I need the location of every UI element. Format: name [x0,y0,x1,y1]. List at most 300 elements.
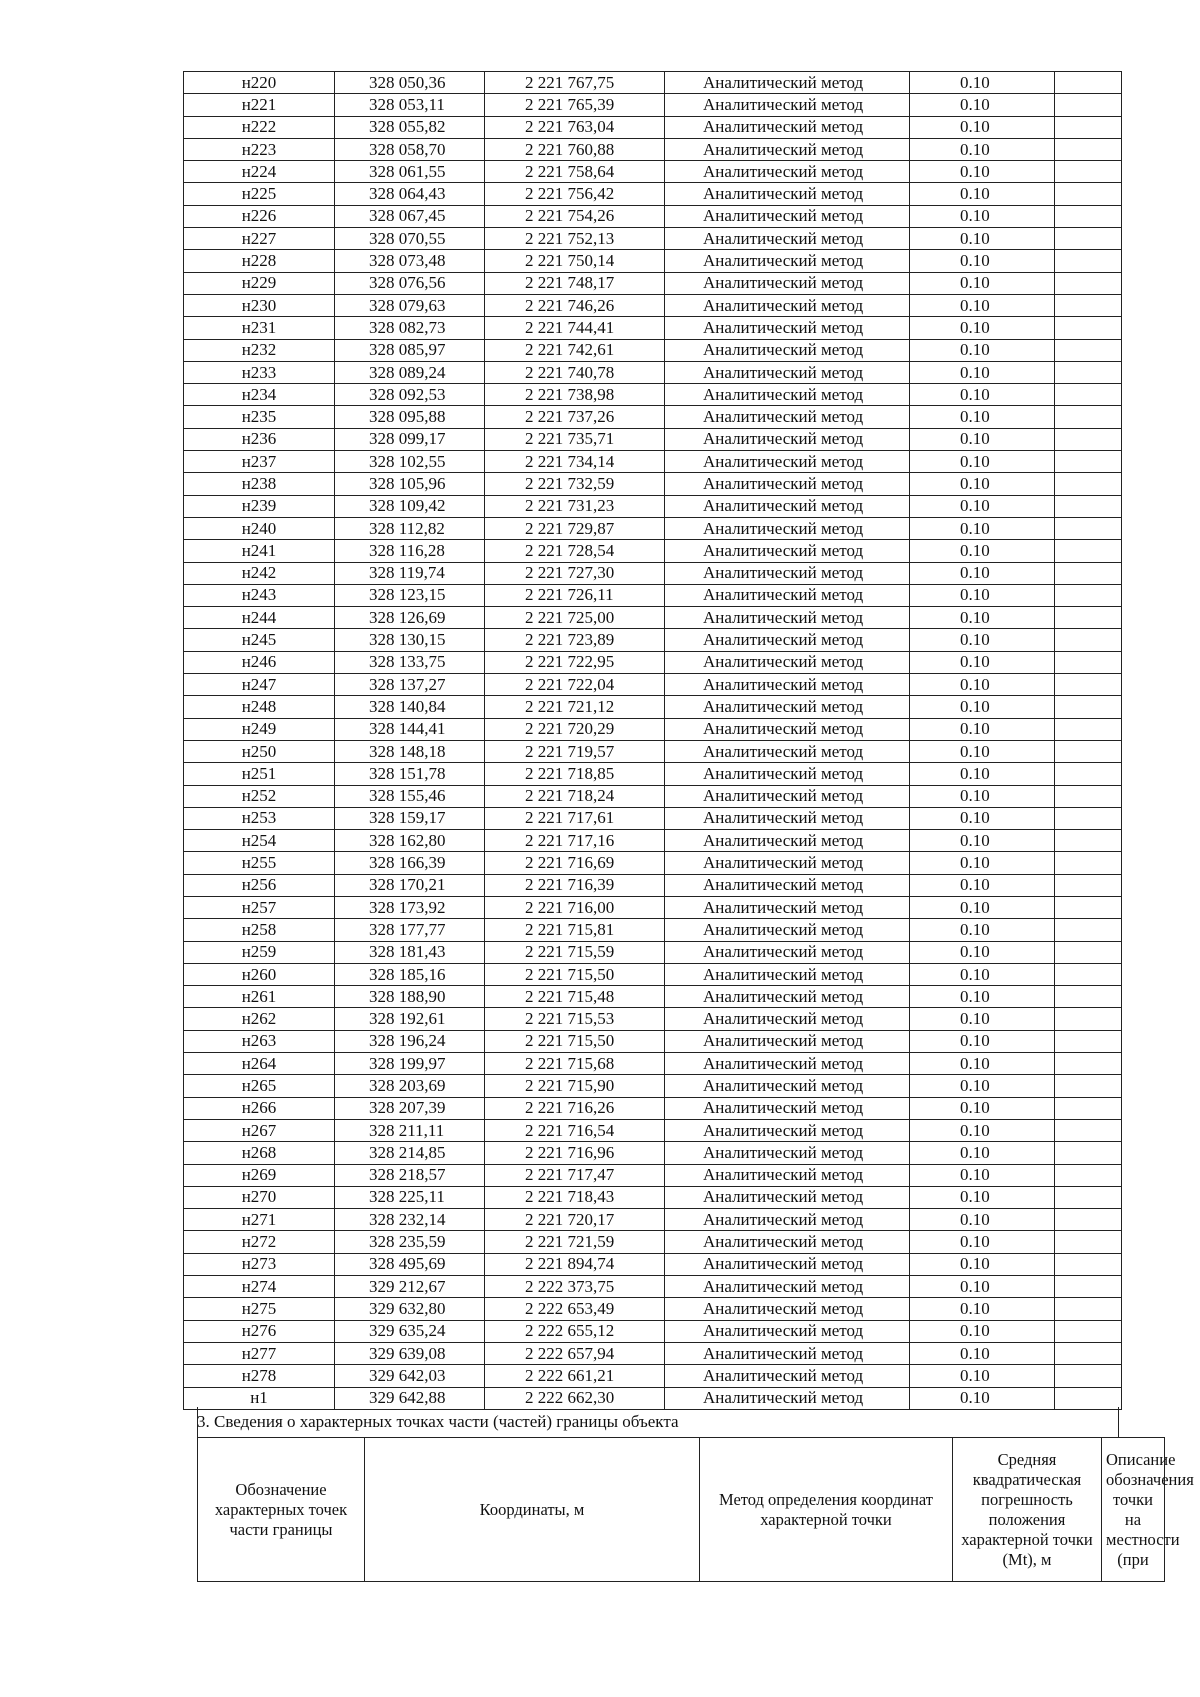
error-cell: 0.10 [910,205,1055,227]
method-cell: Аналитический метод [665,896,910,918]
error-cell: 0.10 [910,674,1055,696]
method-cell: Аналитический метод [665,852,910,874]
point-name-cell: н266 [184,1097,335,1119]
description-cell [1055,896,1122,918]
coord-x-cell: 328 112,82 [335,517,485,539]
point-name-cell: н253 [184,807,335,829]
coord-y-cell: 2 221 740,78 [485,361,665,383]
coord-x-cell: 328 095,88 [335,406,485,428]
description-cell [1055,1276,1122,1298]
point-name-cell: н248 [184,696,335,718]
point-name-cell: н249 [184,718,335,740]
description-cell [1055,205,1122,227]
method-cell: Аналитический метод [665,830,910,852]
point-name-cell: н239 [184,495,335,517]
point-name-cell: н275 [184,1298,335,1320]
error-cell: 0.10 [910,1075,1055,1097]
method-cell: Аналитический метод [665,517,910,539]
coord-y-cell: 2 221 737,26 [485,406,665,428]
error-cell: 0.10 [910,740,1055,762]
table-row [184,1209,1122,1231]
coord-x-cell: 328 126,69 [335,607,485,629]
table-row [184,763,1122,785]
coord-y-cell: 2 221 721,12 [485,696,665,718]
coord-x-cell: 328 119,74 [335,562,485,584]
point-name-cell: н255 [184,852,335,874]
coord-x-cell: 328 133,75 [335,651,485,673]
coord-y-cell: 2 221 726,11 [485,584,665,606]
error-cell: 0.10 [910,584,1055,606]
description-cell [1055,830,1122,852]
point-name-cell: н229 [184,272,335,294]
description-cell [1055,161,1122,183]
description-cell [1055,473,1122,495]
error-cell: 0.10 [910,384,1055,406]
error-cell: 0.10 [910,517,1055,539]
table-row [184,228,1122,250]
method-cell: Аналитический метод [665,1253,910,1275]
error-cell: 0.10 [910,963,1055,985]
table-row [184,785,1122,807]
coord-y-cell: 2 221 758,64 [485,161,665,183]
method-cell: Аналитический метод [665,785,910,807]
point-name-cell: н254 [184,830,335,852]
description-cell [1055,272,1122,294]
table-row [184,451,1122,473]
table-row [184,1142,1122,1164]
coord-x-cell: 328 099,17 [335,428,485,450]
coord-x-cell: 328 159,17 [335,807,485,829]
method-cell: Аналитический метод [665,1387,910,1409]
coord-x-cell: 328 070,55 [335,228,485,250]
error-cell: 0.10 [910,1253,1055,1275]
coord-x-cell: 328 232,14 [335,1209,485,1231]
description-cell [1055,250,1122,272]
method-cell: Аналитический метод [665,1298,910,1320]
description-cell [1055,1075,1122,1097]
coord-x-cell: 329 212,67 [335,1276,485,1298]
section-3-title: 3. Сведения о характерных точках части (частей) границы объекта [197,1412,679,1431]
point-name-cell: н236 [184,428,335,450]
method-cell: Аналитический метод [665,1075,910,1097]
coord-x-cell: 328 123,15 [335,584,485,606]
table-row [184,1008,1122,1030]
table-row [184,138,1122,160]
coord-x-cell: 328 102,55 [335,451,485,473]
coord-x-cell: 328 050,36 [335,72,485,94]
table-row [184,852,1122,874]
description-cell [1055,317,1122,339]
coord-x-cell: 328 185,16 [335,963,485,985]
error-cell: 0.10 [910,1298,1055,1320]
method-cell: Аналитический метод [665,651,910,673]
coord-y-cell: 2 221 716,69 [485,852,665,874]
description-cell [1055,183,1122,205]
table-row [184,1231,1122,1253]
coord-x-cell: 328 130,15 [335,629,485,651]
description-cell [1055,763,1122,785]
error-cell: 0.10 [910,540,1055,562]
coord-y-cell: 2 221 718,24 [485,785,665,807]
table-row [184,919,1122,941]
method-cell: Аналитический метод [665,1320,910,1342]
description-cell [1055,607,1122,629]
table-row [184,963,1122,985]
method-cell: Аналитический метод [665,72,910,94]
description-cell [1055,428,1122,450]
coord-y-cell: 2 221 722,04 [485,674,665,696]
description-cell [1055,674,1122,696]
coord-x-cell: 329 632,80 [335,1298,485,1320]
point-name-cell: н228 [184,250,335,272]
table-row [184,183,1122,205]
description-cell [1055,1053,1122,1075]
coord-y-cell: 2 221 725,00 [485,607,665,629]
error-cell: 0.10 [910,473,1055,495]
error-cell: 0.10 [910,161,1055,183]
coord-x-cell: 328 495,69 [335,1253,485,1275]
error-cell: 0.10 [910,1365,1055,1387]
coord-x-cell: 328 196,24 [335,1030,485,1052]
description-cell [1055,72,1122,94]
description-cell [1055,919,1122,941]
coord-y-cell: 2 221 728,54 [485,540,665,562]
method-cell: Аналитический метод [665,161,910,183]
coord-y-cell: 2 222 373,75 [485,1276,665,1298]
error-cell: 0.10 [910,1320,1055,1342]
coord-y-cell: 2 221 750,14 [485,250,665,272]
coord-x-cell: 328 061,55 [335,161,485,183]
point-name-cell: н272 [184,1231,335,1253]
description-cell [1055,584,1122,606]
coord-y-cell: 2 221 754,26 [485,205,665,227]
method-cell: Аналитический метод [665,473,910,495]
method-cell: Аналитический метод [665,1053,910,1075]
error-cell: 0.10 [910,72,1055,94]
coord-y-cell: 2 221 717,16 [485,830,665,852]
point-name-cell: н259 [184,941,335,963]
coord-x-cell: 329 642,03 [335,1365,485,1387]
point-name-cell: н234 [184,384,335,406]
coord-y-cell: 2 221 717,47 [485,1164,665,1186]
description-cell [1055,384,1122,406]
point-name-cell: н269 [184,1164,335,1186]
method-cell: Аналитический метод [665,1119,910,1141]
error-cell: 0.10 [910,294,1055,316]
table-row [184,384,1122,406]
method-cell: Аналитический метод [665,1209,910,1231]
coord-y-cell: 2 222 655,12 [485,1320,665,1342]
method-cell: Аналитический метод [665,740,910,762]
coord-y-cell: 2 221 752,13 [485,228,665,250]
description-cell [1055,1320,1122,1342]
coord-x-cell: 328 199,97 [335,1053,485,1075]
description-cell [1055,1387,1122,1409]
table-row [184,629,1122,651]
table-row [184,1075,1122,1097]
error-cell: 0.10 [910,495,1055,517]
method-cell: Аналитический метод [665,428,910,450]
table-row [184,807,1122,829]
header-coordinates: Координаты, м [365,1438,700,1582]
coord-y-cell: 2 222 653,49 [485,1298,665,1320]
coord-y-cell: 2 221 720,29 [485,718,665,740]
coord-y-cell: 2 221 746,26 [485,294,665,316]
point-name-cell: н244 [184,607,335,629]
coord-x-cell: 328 166,39 [335,852,485,874]
table-row [184,1119,1122,1141]
coord-x-cell: 328 076,56 [335,272,485,294]
table-row [184,584,1122,606]
table-row [184,495,1122,517]
coord-x-cell: 328 109,42 [335,495,485,517]
point-name-cell: н247 [184,674,335,696]
error-cell: 0.10 [910,451,1055,473]
coord-y-cell: 2 222 657,94 [485,1342,665,1364]
error-cell: 0.10 [910,896,1055,918]
method-cell: Аналитический метод [665,495,910,517]
description-cell [1055,963,1122,985]
coord-x-cell: 328 218,57 [335,1164,485,1186]
error-cell: 0.10 [910,763,1055,785]
error-cell: 0.10 [910,250,1055,272]
description-cell [1055,874,1122,896]
coord-x-cell: 328 211,11 [335,1119,485,1141]
error-cell: 0.10 [910,1053,1055,1075]
coord-y-cell: 2 221 716,96 [485,1142,665,1164]
header-method: Метод определения координат характерной точки [700,1438,953,1582]
coord-x-cell: 328 173,92 [335,896,485,918]
method-cell: Аналитический метод [665,1276,910,1298]
coord-y-cell: 2 221 715,50 [485,963,665,985]
coord-x-cell: 328 203,69 [335,1075,485,1097]
header-description: Описание обозначения точки на местности (при [1102,1438,1165,1582]
method-cell: Аналитический метод [665,718,910,740]
error-cell: 0.10 [910,428,1055,450]
error-cell: 0.10 [910,941,1055,963]
method-cell: Аналитический метод [665,272,910,294]
description-cell [1055,1097,1122,1119]
error-cell: 0.10 [910,1231,1055,1253]
table-row [184,896,1122,918]
point-name-cell: н232 [184,339,335,361]
error-cell: 0.10 [910,874,1055,896]
error-cell: 0.10 [910,1209,1055,1231]
point-name-cell: н237 [184,451,335,473]
method-cell: Аналитический метод [665,986,910,1008]
method-cell: Аналитический метод [665,1030,910,1052]
table-row [184,272,1122,294]
point-name-cell: н221 [184,94,335,116]
point-name-cell: н270 [184,1186,335,1208]
table-row [184,1365,1122,1387]
coord-x-cell: 328 064,43 [335,183,485,205]
point-name-cell: н258 [184,919,335,941]
coord-y-cell: 2 221 729,87 [485,517,665,539]
error-cell: 0.10 [910,1164,1055,1186]
description-cell [1055,1298,1122,1320]
method-cell: Аналитический метод [665,317,910,339]
point-name-cell: н231 [184,317,335,339]
coord-x-cell: 328 170,21 [335,874,485,896]
error-cell: 0.10 [910,272,1055,294]
error-cell: 0.10 [910,807,1055,829]
description-cell [1055,495,1122,517]
table-row [184,540,1122,562]
point-name-cell: н267 [184,1119,335,1141]
coord-x-cell: 328 073,48 [335,250,485,272]
point-name-cell: н233 [184,361,335,383]
error-cell: 0.10 [910,1119,1055,1141]
method-cell: Аналитический метод [665,94,910,116]
coord-y-cell: 2 221 732,59 [485,473,665,495]
description-cell [1055,696,1122,718]
header-designation: Обозначение характерных точек части границы [198,1438,365,1582]
table-row [184,250,1122,272]
table-row [184,830,1122,852]
coord-y-cell: 2 221 738,98 [485,384,665,406]
point-name-cell: н1 [184,1387,335,1409]
error-cell: 0.10 [910,986,1055,1008]
boundary-points-table [183,71,1122,1410]
description-cell [1055,1142,1122,1164]
point-name-cell: н241 [184,540,335,562]
error-cell: 0.10 [910,785,1055,807]
table-row [184,1186,1122,1208]
table-row [184,1053,1122,1075]
point-name-cell: н252 [184,785,335,807]
point-name-cell: н230 [184,294,335,316]
description-cell [1055,540,1122,562]
coord-y-cell: 2 221 720,17 [485,1209,665,1231]
coord-y-cell: 2 222 661,21 [485,1365,665,1387]
coord-x-cell: 328 116,28 [335,540,485,562]
coord-x-cell: 328 067,45 [335,205,485,227]
coord-y-cell: 2 221 715,90 [485,1075,665,1097]
point-name-cell: н278 [184,1365,335,1387]
method-cell: Аналитический метод [665,629,910,651]
coord-y-cell: 2 221 715,81 [485,919,665,941]
description-cell [1055,740,1122,762]
description-cell [1055,986,1122,1008]
coord-x-cell: 329 639,08 [335,1342,485,1364]
table-row [184,161,1122,183]
point-name-cell: н220 [184,72,335,94]
coord-y-cell: 2 221 716,54 [485,1119,665,1141]
point-name-cell: н263 [184,1030,335,1052]
method-cell: Аналитический метод [665,763,910,785]
point-name-cell: н265 [184,1075,335,1097]
section-3-header-table [197,1437,1194,1582]
method-cell: Аналитический метод [665,941,910,963]
description-cell [1055,339,1122,361]
coord-x-cell: 328 148,18 [335,740,485,762]
method-cell: Аналитический метод [665,339,910,361]
coord-y-cell: 2 221 715,59 [485,941,665,963]
description-cell [1055,294,1122,316]
error-cell: 0.10 [910,1030,1055,1052]
table-row [184,517,1122,539]
method-cell: Аналитический метод [665,1342,910,1364]
description-cell [1055,1186,1122,1208]
coord-x-cell: 328 144,41 [335,718,485,740]
method-cell: Аналитический метод [665,1231,910,1253]
method-cell: Аналитический метод [665,540,910,562]
description-cell [1055,651,1122,673]
coord-x-cell: 328 162,80 [335,830,485,852]
description-cell [1055,1365,1122,1387]
point-name-cell: н250 [184,740,335,762]
coord-y-cell: 2 221 744,41 [485,317,665,339]
method-cell: Аналитический метод [665,562,910,584]
point-name-cell: н261 [184,986,335,1008]
method-cell: Аналитический метод [665,1097,910,1119]
table-row [184,406,1122,428]
error-cell: 0.10 [910,1142,1055,1164]
table-row [184,339,1122,361]
coord-x-cell: 328 085,97 [335,339,485,361]
point-name-cell: н256 [184,874,335,896]
coord-y-cell: 2 221 716,26 [485,1097,665,1119]
error-cell: 0.10 [910,1387,1055,1409]
table-row [184,674,1122,696]
coord-x-cell: 328 207,39 [335,1097,485,1119]
table-row [184,607,1122,629]
coord-y-cell: 2 221 760,88 [485,138,665,160]
table-row [184,1253,1122,1275]
coord-y-cell: 2 221 763,04 [485,116,665,138]
point-name-cell: н227 [184,228,335,250]
coord-y-cell: 2 221 742,61 [485,339,665,361]
coord-y-cell: 2 221 716,39 [485,874,665,896]
description-cell [1055,1209,1122,1231]
coord-y-cell: 2 221 715,53 [485,1008,665,1030]
coord-x-cell: 328 089,24 [335,361,485,383]
point-name-cell: н273 [184,1253,335,1275]
point-name-cell: н223 [184,138,335,160]
description-cell [1055,451,1122,473]
point-name-cell: н225 [184,183,335,205]
method-cell: Аналитический метод [665,674,910,696]
coord-x-cell: 328 105,96 [335,473,485,495]
coord-x-cell: 328 140,84 [335,696,485,718]
coord-x-cell: 328 188,90 [335,986,485,1008]
description-cell [1055,1119,1122,1141]
description-cell [1055,718,1122,740]
coord-y-cell: 2 221 731,23 [485,495,665,517]
description-cell [1055,116,1122,138]
point-name-cell: н238 [184,473,335,495]
error-cell: 0.10 [910,696,1055,718]
error-cell: 0.10 [910,607,1055,629]
coord-y-cell: 2 221 722,95 [485,651,665,673]
table-row [184,94,1122,116]
method-cell: Аналитический метод [665,919,910,941]
error-cell: 0.10 [910,718,1055,740]
description-cell [1055,1008,1122,1030]
description-cell [1055,562,1122,584]
table-row [184,740,1122,762]
description-cell [1055,1231,1122,1253]
method-cell: Аналитический метод [665,1164,910,1186]
method-cell: Аналитический метод [665,250,910,272]
coord-x-cell: 328 235,59 [335,1231,485,1253]
coord-x-cell: 328 137,27 [335,674,485,696]
description-cell [1055,1164,1122,1186]
point-name-cell: н274 [184,1276,335,1298]
point-name-cell: н251 [184,763,335,785]
error-cell: 0.10 [910,1342,1055,1364]
